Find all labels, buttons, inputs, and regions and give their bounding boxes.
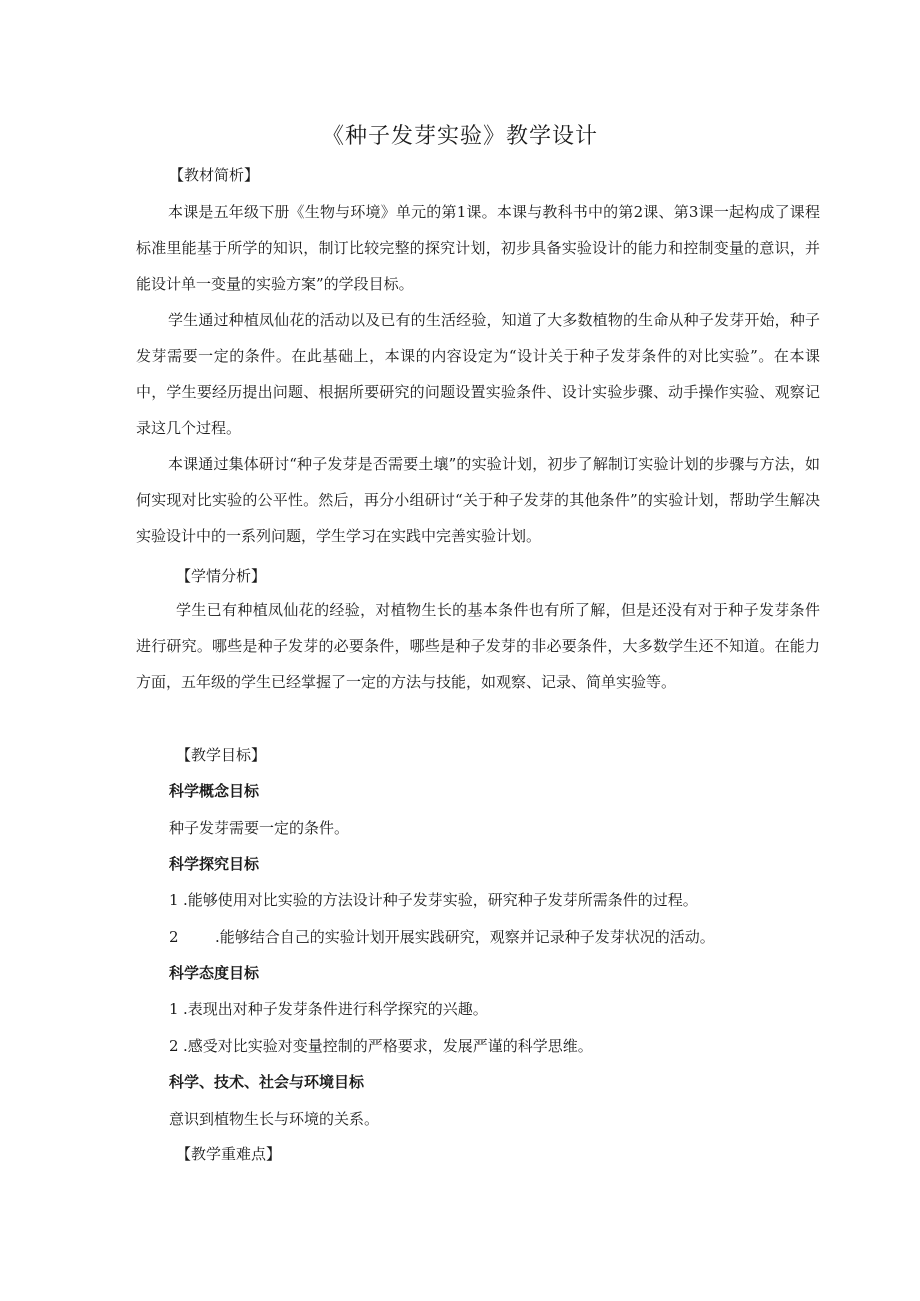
item-text: .感受对比实验对变量控制的严格要求，发展严谨的科学思维。 xyxy=(183,1037,593,1055)
item-number: 2 xyxy=(169,1037,179,1055)
goal-text-concept: 种子发芽需要一定的条件。 xyxy=(169,819,350,837)
item-text: .能够结合自己的实验计划开展实践研究，观察并记录种子发芽状况的活动。 xyxy=(215,928,715,946)
section-heading-teaching-goals: 【教学目标】 xyxy=(176,746,267,764)
paragraph-learner: 学生已有种植凤仙花的经验，对植物生长的基本条件也有所了解，但是还没有对于种子发芽条件进行研究。哪些是种子发芽的必要条件，哪些是种子发芽的非必要条件，大多数学生还不知道。在能力方面，五年级的学生已经掌握了一定的方法与技能，如观察、记录、简单实验等。 xyxy=(136,601,820,691)
section-heading-key-points: 【教学重难点】 xyxy=(176,1145,282,1163)
item-text: .能够使用对比实验的方法设计种子发芽实验，研究种子发芽所需条件的过程。 xyxy=(183,891,698,909)
goal-item-inquiry-1 xyxy=(169,888,698,912)
goal-text-sts: 意识到植物生长与环境的关系。 xyxy=(169,1110,380,1128)
page-title: 《种子发芽实验》教学设计 xyxy=(321,124,598,149)
item-number: 2 xyxy=(169,928,179,946)
goal-item-attitude-2 xyxy=(169,1034,593,1058)
goal-label-attitude: 科学态度目标 xyxy=(169,964,260,982)
goal-item-attitude-1 xyxy=(169,997,488,1021)
paragraph-material-3: 本课通过集体研讨“种子发芽是否需要土壤”的实验计划，初步了解制订实验计划的步骤与方法，如何实现对比实验的公平性。然后，再分小组研讨“关于种子发芽的其他条件”的实验计划，帮助学生解决实验设计中的一系列问题，学生学习在实践中完善实验计划。 xyxy=(136,455,820,545)
goal-item-inquiry-2 xyxy=(169,925,715,949)
item-text: .表现出对种子发芽条件进行科学探究的兴趣。 xyxy=(183,1000,488,1018)
goal-label-concept: 科学概念目标 xyxy=(169,782,260,800)
goal-label-inquiry: 科学探究目标 xyxy=(169,855,260,873)
section-heading-learner-analysis: 【学情分析】 xyxy=(176,567,267,585)
item-number: 1 xyxy=(169,1000,179,1018)
paragraph-material-2: 学生通过种植凤仙花的活动以及已有的生活经验，知道了大多数植物的生命从种子发芽开始，种子发芽需要一定的条件。在此基础上，本课的内容设定为“设计关于种子发芽条件的对比实验”。在本课中，学生要经历提出问题、根据所要研究的问题设置实验条件、设计实验步骤、动手操作实验、观察记录这几个过程。 xyxy=(136,311,820,437)
goal-label-sts: 科学、技术、社会与环境目标 xyxy=(169,1073,365,1091)
section-heading-material-analysis: 【教材简析】 xyxy=(169,166,260,184)
item-number: 1 xyxy=(169,891,179,909)
paragraph-material-1: 本课是五年级下册《生物与环境》单元的第1课。本课与教科书中的第2课、第3课一起构成了课程标准里能基于所学的知识，制订比较完整的探究计划，初步具备实验设计的能力和控制变量的意识，并能设计单一变量的实验方案”的学段目标。 xyxy=(136,203,820,293)
